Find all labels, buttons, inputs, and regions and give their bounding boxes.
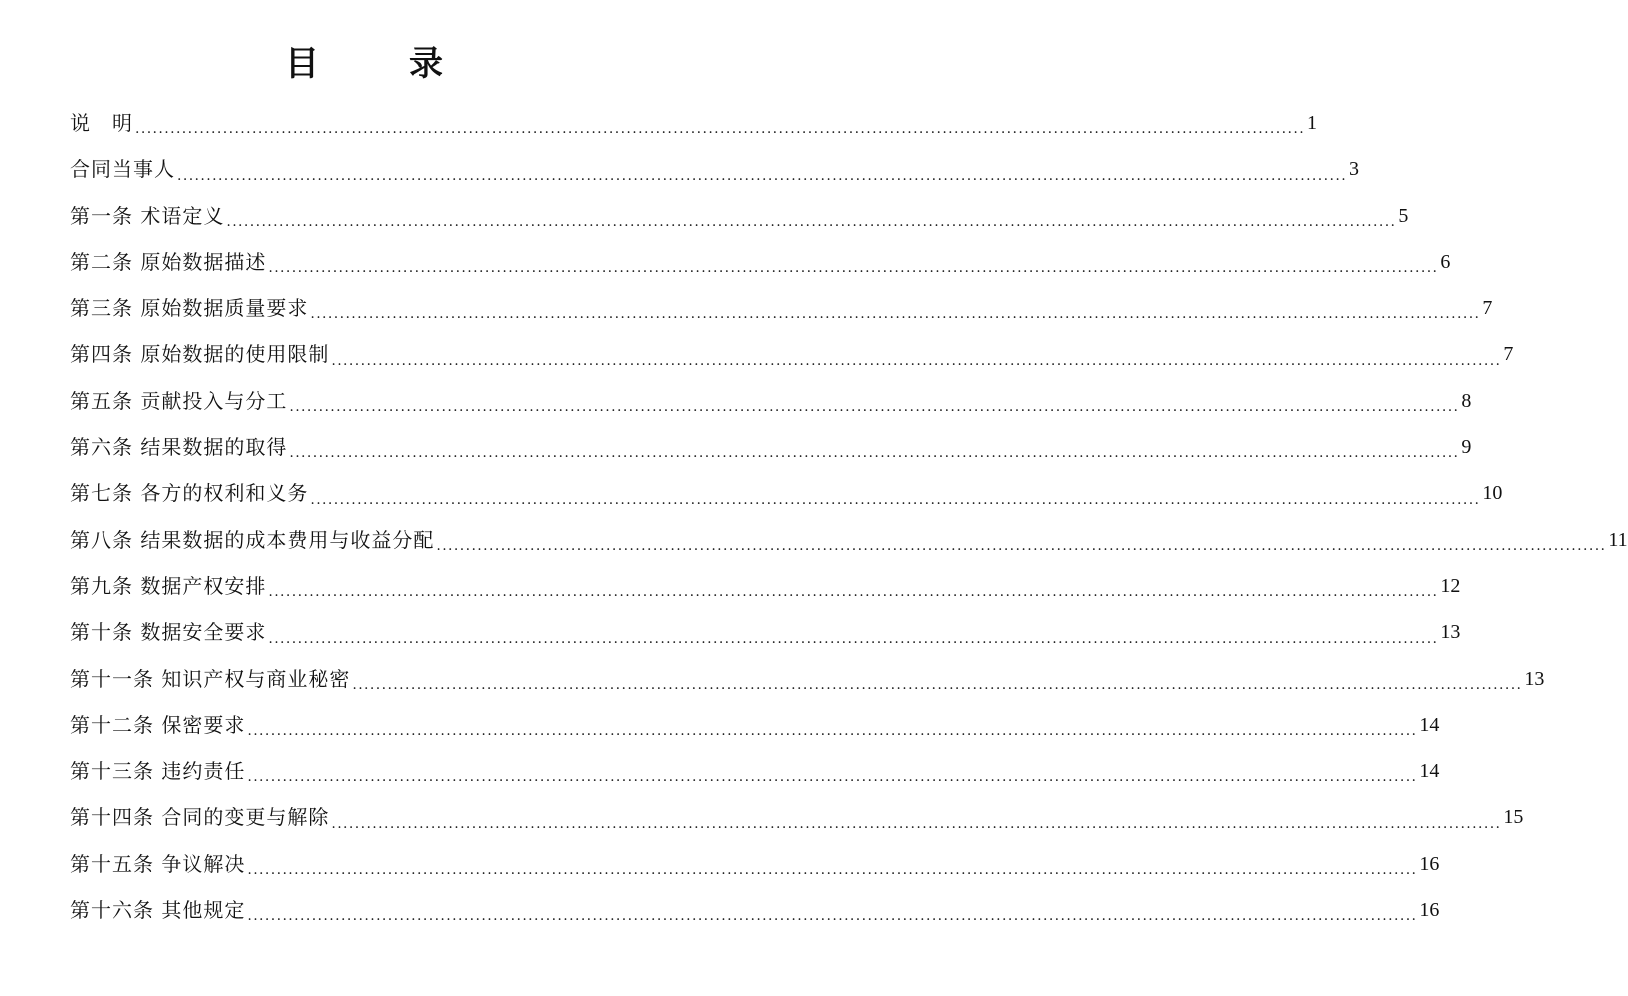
toc-entry-article-13[interactable] (70, 748, 1440, 794)
toc-entry-page: 10 (1482, 482, 1503, 505)
toc-leader-dots: ........................................................................................................................................................................................................ (135, 121, 1306, 138)
toc-entry-page: 13 (1440, 621, 1461, 644)
toc-leader-dots: ........................................................................................................................................................................................................ (289, 445, 1460, 462)
toc-leader-dots: ........................................................................................................................................................................................................ (268, 584, 1439, 601)
toc-entry-explanation[interactable] (70, 100, 1318, 146)
toc-entry-page: 3 (1349, 158, 1360, 181)
toc-leader-dots: ........................................................................................................................................................................................................ (247, 862, 1418, 879)
toc-title: 目 录 (285, 44, 471, 84)
toc-entry-article-9[interactable] (70, 563, 1461, 609)
toc-leader-dots: ........................................................................................................................................................................................................ (289, 399, 1460, 416)
toc-entry-page: 12 (1440, 574, 1461, 597)
toc-leader-dots: ........................................................................................................................................................................................................ (268, 260, 1439, 277)
toc-entry-article-16[interactable] (70, 887, 1440, 933)
toc-leader-dots: ........................................................................................................................................................................................................ (247, 723, 1418, 740)
toc-entry-page: 14 (1419, 713, 1440, 736)
toc-entry-page: 16 (1419, 899, 1440, 922)
toc-leader-dots: ........................................................................................................................................................................................................ (177, 167, 1348, 184)
toc-leader-dots: ........................................................................................................................................................................................................ (247, 769, 1418, 786)
toc-leader-dots: ........................................................................................................................................................................................................ (310, 491, 1481, 508)
toc-entry-label: 第三条 原始数据质量要求 (70, 296, 309, 321)
toc-entry-label: 第十五条 争议解决 (70, 851, 246, 876)
toc-leader-dots: ........................................................................................................................................................................................................ (268, 630, 1439, 647)
toc-entry-article-1[interactable] (70, 193, 1409, 239)
toc-entry-label: 第十三条 违约责任 (70, 759, 246, 784)
toc-entry-page: 7 (1482, 297, 1493, 320)
toc-entry-page: 6 (1440, 250, 1451, 273)
toc-entry-article-8[interactable] (70, 517, 1628, 563)
toc-entry-parties[interactable] (70, 146, 1360, 192)
toc-entry-label: 合同当事人 (70, 157, 175, 182)
toc-entry-label: 第二条 原始数据描述 (70, 249, 267, 274)
toc-entry-article-7[interactable] (70, 470, 1503, 516)
toc-entry-label: 第十条 数据安全要求 (70, 620, 267, 645)
toc-entry-page: 16 (1419, 852, 1440, 875)
toc-entry-page: 9 (1461, 436, 1472, 459)
toc-entry-label: 第四条 原始数据的使用限制 (70, 342, 330, 367)
toc-entry-label: 第十一条 知识产权与商业秘密 (70, 666, 351, 691)
toc-leader-dots: ........................................................................................................................................................................................................ (331, 815, 1502, 832)
toc-entry-page: 15 (1503, 806, 1524, 829)
toc-entry-article-3[interactable] (70, 285, 1493, 331)
toc-entry-article-6[interactable] (70, 424, 1472, 470)
toc-entry-article-12[interactable] (70, 702, 1440, 748)
toc-leader-dots: ........................................................................................................................................................................................................ (310, 306, 1481, 323)
toc-entry-label: 说 明 (70, 111, 133, 135)
toc-leader-dots: ........................................................................................................................................................................................................ (352, 676, 1523, 693)
toc-entry-page: 14 (1419, 760, 1440, 783)
toc-entry-label: 第十四条 合同的变更与解除 (70, 805, 330, 830)
toc-leader-dots: ........................................................................................................................................................................................................ (331, 352, 1502, 369)
toc-entry-label: 第十二条 保密要求 (70, 712, 246, 737)
toc-entry-article-10[interactable] (70, 609, 1461, 655)
toc-entry-label: 第九条 数据产权安排 (70, 573, 267, 598)
toc-entry-article-11[interactable] (70, 656, 1545, 702)
toc-leader-dots: ........................................................................................................................................................................................................ (436, 537, 1607, 554)
toc-entry-article-14[interactable] (70, 794, 1524, 840)
toc-entry-article-4[interactable] (70, 331, 1514, 377)
toc-entry-label: 第七条 各方的权利和义务 (70, 481, 309, 506)
toc-entry-page: 1 (1307, 112, 1318, 134)
toc-entry-article-2[interactable] (70, 239, 1451, 285)
toc-entry-article-15[interactable] (70, 841, 1440, 887)
toc-entry-label: 第八条 结果数据的成本费用与收益分配 (70, 527, 435, 552)
toc-entry-page: 13 (1524, 667, 1545, 690)
toc-entry-page: 5 (1398, 204, 1409, 227)
toc-leader-dots: ........................................................................................................................................................................................................ (247, 908, 1418, 925)
toc-entry-article-5[interactable] (70, 378, 1472, 424)
toc-entry-page: 7 (1503, 343, 1514, 366)
toc-entry-label: 第十六条 其他规定 (70, 898, 246, 923)
toc-entry-page: 11 (1608, 528, 1628, 551)
toc-leader-dots: ........................................................................................................................................................................................................ (226, 213, 1397, 230)
toc-entry-label: 第一条 术语定义 (70, 203, 225, 228)
toc-entry-label: 第五条 贡献投入与分工 (70, 388, 288, 413)
toc-entry-label: 第六条 结果数据的取得 (70, 435, 288, 460)
toc-entry-page: 8 (1461, 389, 1472, 412)
toc-list (70, 100, 1628, 933)
